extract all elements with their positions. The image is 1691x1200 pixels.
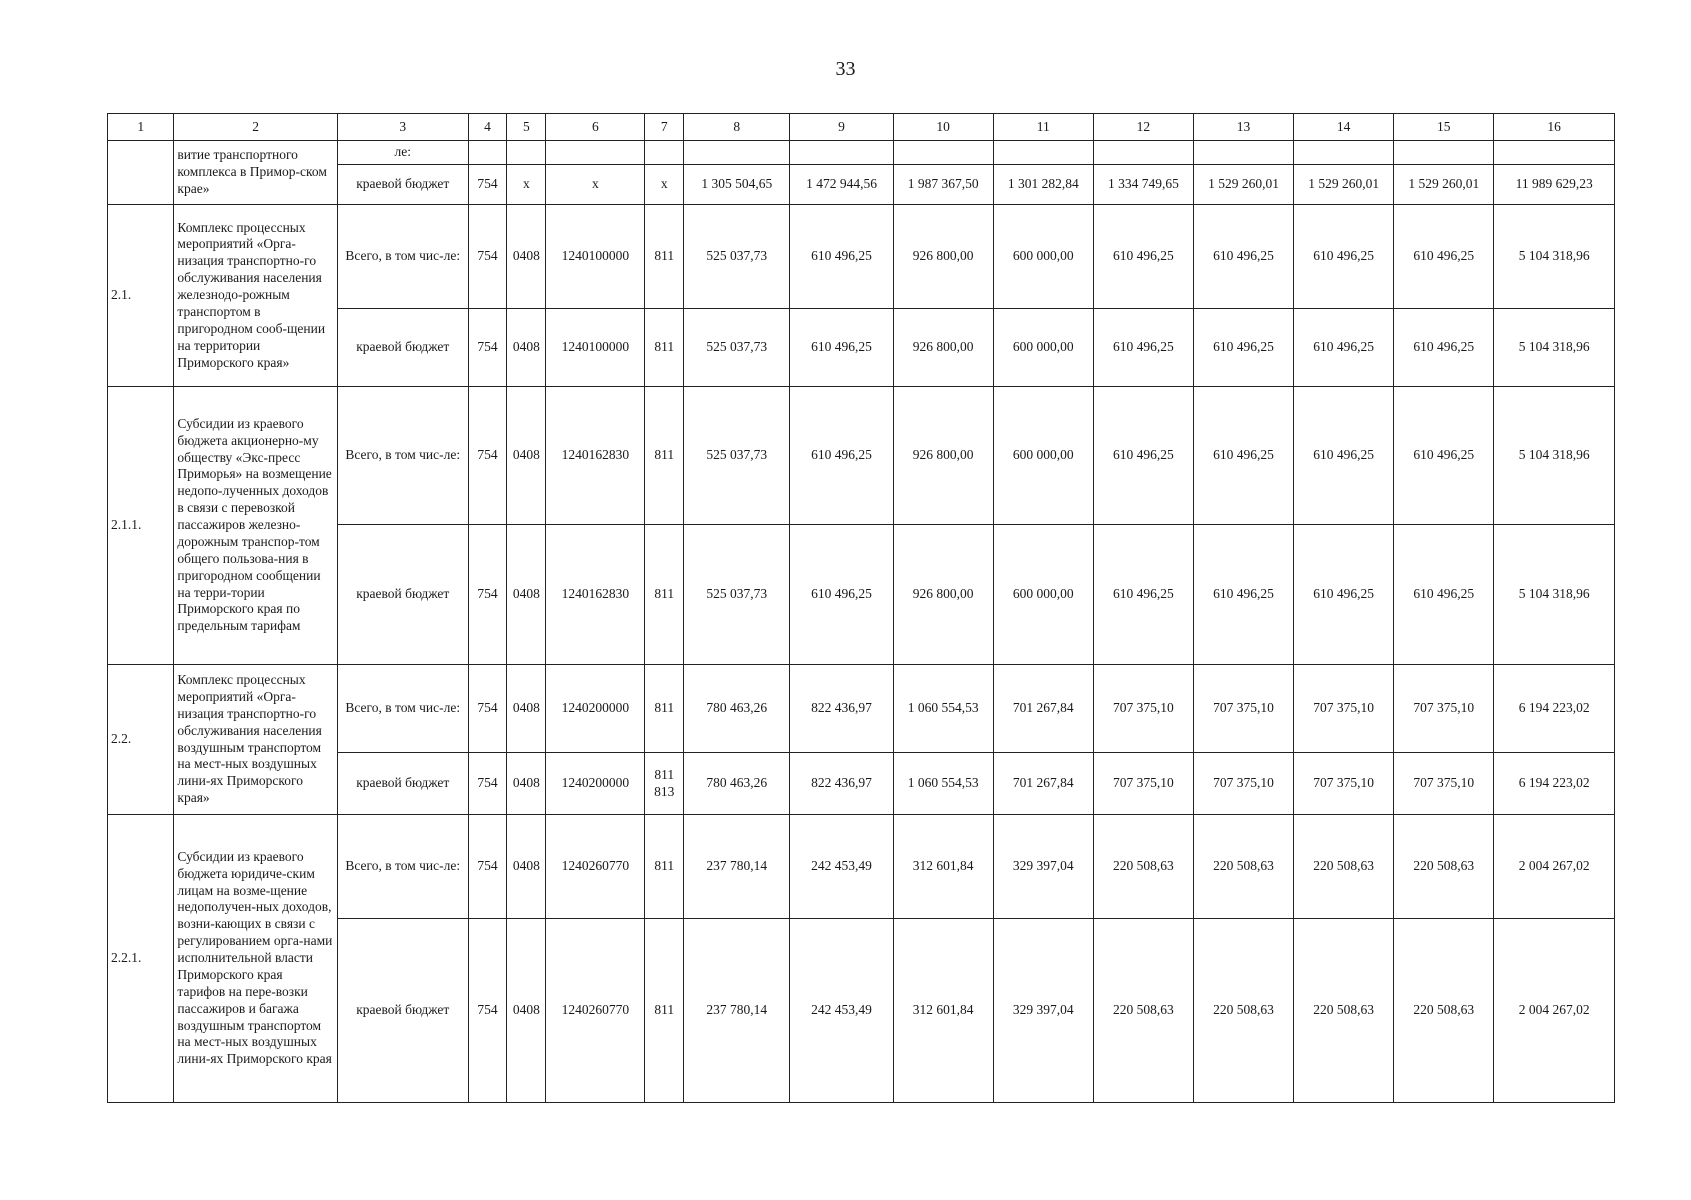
- row-number-cell: 2.1.: [108, 205, 174, 387]
- header-cell: 6: [546, 114, 645, 141]
- value-cell: 610 496,25: [1294, 387, 1394, 525]
- value-cell: 525 037,73: [684, 309, 790, 387]
- header-cell: 9: [790, 114, 893, 141]
- value-cell: 1 305 504,65: [684, 165, 790, 205]
- value-cell: 610 496,25: [1093, 205, 1193, 309]
- code-cell: 754: [468, 165, 507, 205]
- value-cell: 5 104 318,96: [1494, 309, 1615, 387]
- value-cell: 610 496,25: [1394, 205, 1494, 309]
- row-number-cell: 2.2.1.: [108, 815, 174, 1103]
- code-cell: 0408: [507, 815, 546, 919]
- row-number-cell: 2.1.1.: [108, 387, 174, 665]
- value-cell: 220 508,63: [1294, 919, 1394, 1103]
- value-cell: 610 496,25: [1193, 525, 1293, 665]
- code-cell: х: [546, 165, 645, 205]
- value-cell: 329 397,04: [993, 919, 1093, 1103]
- table-cell: [1394, 141, 1494, 165]
- code-cell: 0408: [507, 525, 546, 665]
- header-cell: 8: [684, 114, 790, 141]
- value-cell: 707 375,10: [1394, 665, 1494, 753]
- value-cell: 610 496,25: [1394, 387, 1494, 525]
- code-cell: 754: [468, 205, 507, 309]
- table-cell: [1193, 141, 1293, 165]
- value-cell: 220 508,63: [1394, 815, 1494, 919]
- value-cell: 220 508,63: [1193, 919, 1293, 1103]
- value-cell: 822 436,97: [790, 753, 893, 815]
- value-cell: 1 060 554,53: [893, 665, 993, 753]
- funding-source-cell: Всего, в том чис-ле:: [337, 205, 468, 309]
- value-cell: 600 000,00: [993, 205, 1093, 309]
- table-row: [108, 815, 1615, 919]
- code-cell: х: [507, 165, 546, 205]
- header-row: [108, 114, 1615, 141]
- value-cell: 707 375,10: [1093, 753, 1193, 815]
- code-cell: 1240260770: [546, 919, 645, 1103]
- code-cell: 754: [468, 919, 507, 1103]
- code-cell: 1240200000: [546, 665, 645, 753]
- code-cell: 0408: [507, 387, 546, 525]
- value-cell: 242 453,49: [790, 815, 893, 919]
- header-cell: 16: [1494, 114, 1615, 141]
- table-cell: [993, 141, 1093, 165]
- code-cell: 1240260770: [546, 815, 645, 919]
- row-name-cell: Комплекс процессных мероприятий «Орга-низация транспортно-го обслуживания населения воздушным транспортом на мест-ных воздушных лини-ях Приморского края»: [174, 665, 337, 815]
- value-cell: 220 508,63: [1394, 919, 1494, 1103]
- value-cell: 220 508,63: [1193, 815, 1293, 919]
- row-name-cell: Субсидии из краевого бюджета юридиче-ским лицам на возме-щение недополучен-ных доходов, возни-кающих в связи с регулированием орга-нами исполнительной власти Приморского края тарифов на пере-возки пассажиров и багажа воздушным транспортом на мест-ных воздушных лини-ях Приморского края: [174, 815, 337, 1103]
- value-cell: 2 004 267,02: [1494, 815, 1615, 919]
- header-cell: 13: [1193, 114, 1293, 141]
- code-cell: 0408: [507, 309, 546, 387]
- value-cell: 5 104 318,96: [1494, 387, 1615, 525]
- value-cell: 5 104 318,96: [1494, 525, 1615, 665]
- table-cell: [1093, 141, 1193, 165]
- row-name-cell: Субсидии из краевого бюджета акционерно-му обществу «Экс-пресс Приморья» на возмещение недопо-лученных доходов в связи с перевозкой пассажиров железно-дорожным транспор-том общего пользова-ния в пригородном сообщении на терри-тории Приморского края по предельным тарифам: [174, 387, 337, 665]
- funding-source-cell: краевой бюджет: [337, 919, 468, 1103]
- value-cell: 1 472 944,56: [790, 165, 893, 205]
- value-cell: 220 508,63: [1093, 815, 1193, 919]
- code-cell: 754: [468, 665, 507, 753]
- table-cell: [507, 141, 546, 165]
- value-cell: 600 000,00: [993, 387, 1093, 525]
- value-cell: 237 780,14: [684, 815, 790, 919]
- value-cell: 600 000,00: [993, 525, 1093, 665]
- funding-source-cell: Всего, в том чис-ле:: [337, 665, 468, 753]
- header-cell: 10: [893, 114, 993, 141]
- code-cell: х: [645, 165, 684, 205]
- header-cell: 5: [507, 114, 546, 141]
- value-cell: 11 989 629,23: [1494, 165, 1615, 205]
- code-cell: 811 813: [645, 753, 684, 815]
- header-cell: 12: [1093, 114, 1193, 141]
- code-cell: 811: [645, 815, 684, 919]
- value-cell: 5 104 318,96: [1494, 205, 1615, 309]
- code-cell: 754: [468, 387, 507, 525]
- header-cell: 1: [108, 114, 174, 141]
- value-cell: 329 397,04: [993, 815, 1093, 919]
- row-name-cell: Комплекс процессных мероприятий «Орга-низация транспортно-го обслуживания населения железнодо-рожным транспортом в пригородном сооб-щении на территории Приморского края»: [174, 205, 337, 387]
- row-name-cell: витие транспортного комплекса в Примор-ском крае»: [174, 141, 337, 205]
- value-cell: 312 601,84: [893, 919, 993, 1103]
- header-cell: 3: [337, 114, 468, 141]
- value-cell: 610 496,25: [1093, 387, 1193, 525]
- code-cell: 811: [645, 525, 684, 665]
- value-cell: 707 375,10: [1193, 753, 1293, 815]
- value-cell: 525 037,73: [684, 205, 790, 309]
- table-cell: [1494, 141, 1615, 165]
- funding-source-cell: краевой бюджет: [337, 165, 468, 205]
- code-cell: 811: [645, 205, 684, 309]
- value-cell: 701 267,84: [993, 665, 1093, 753]
- table-row: [108, 665, 1615, 753]
- table-row: [108, 141, 1615, 165]
- funding-source-cell: краевой бюджет: [337, 525, 468, 665]
- header-cell: 15: [1394, 114, 1494, 141]
- table-cell: [546, 141, 645, 165]
- code-cell: 0408: [507, 919, 546, 1103]
- value-cell: 707 375,10: [1093, 665, 1193, 753]
- value-cell: 525 037,73: [684, 525, 790, 665]
- value-cell: 707 375,10: [1294, 665, 1394, 753]
- code-cell: 754: [468, 815, 507, 919]
- code-cell: 1240162830: [546, 525, 645, 665]
- value-cell: 1 987 367,50: [893, 165, 993, 205]
- table-cell: [468, 141, 507, 165]
- value-cell: 926 800,00: [893, 205, 993, 309]
- funding-source-cell: Всего, в том чис-ле:: [337, 815, 468, 919]
- value-cell: 610 496,25: [1193, 205, 1293, 309]
- header-cell: 2: [174, 114, 337, 141]
- funding-source-cell: Всего, в том чис-ле:: [337, 387, 468, 525]
- value-cell: 242 453,49: [790, 919, 893, 1103]
- value-cell: 610 496,25: [1394, 525, 1494, 665]
- row-number-cell: 2.2.: [108, 665, 174, 815]
- code-cell: 811: [645, 665, 684, 753]
- value-cell: 1 529 260,01: [1294, 165, 1394, 205]
- code-cell: 1240200000: [546, 753, 645, 815]
- funding-source-cell: краевой бюджет: [337, 753, 468, 815]
- page-number: 33: [835, 58, 856, 80]
- value-cell: 610 496,25: [790, 205, 893, 309]
- budget-table: [107, 113, 1615, 1103]
- code-cell: 754: [468, 753, 507, 815]
- code-cell: 1240100000: [546, 205, 645, 309]
- code-cell: 811: [645, 309, 684, 387]
- value-cell: 610 496,25: [790, 309, 893, 387]
- value-cell: 1 529 260,01: [1193, 165, 1293, 205]
- value-cell: 822 436,97: [790, 665, 893, 753]
- value-cell: 610 496,25: [1294, 205, 1394, 309]
- header-cell: 4: [468, 114, 507, 141]
- value-cell: 707 375,10: [1193, 665, 1293, 753]
- table-row: [108, 205, 1615, 309]
- value-cell: 2 004 267,02: [1494, 919, 1615, 1103]
- value-cell: 1 529 260,01: [1394, 165, 1494, 205]
- header-cell: 7: [645, 114, 684, 141]
- code-cell: 811: [645, 387, 684, 525]
- value-cell: 707 375,10: [1394, 753, 1494, 815]
- value-cell: 610 496,25: [1093, 309, 1193, 387]
- value-cell: 610 496,25: [1193, 387, 1293, 525]
- code-cell: 0408: [507, 753, 546, 815]
- value-cell: 610 496,25: [790, 387, 893, 525]
- value-cell: 610 496,25: [1294, 525, 1394, 665]
- value-cell: 220 508,63: [1294, 815, 1394, 919]
- value-cell: 926 800,00: [893, 525, 993, 665]
- value-cell: 6 194 223,02: [1494, 665, 1615, 753]
- value-cell: 6 194 223,02: [1494, 753, 1615, 815]
- value-cell: 610 496,25: [1394, 309, 1494, 387]
- code-cell: 811: [645, 919, 684, 1103]
- value-cell: 1 334 749,65: [1093, 165, 1193, 205]
- value-cell: 610 496,25: [1193, 309, 1293, 387]
- row-number-cell: [108, 141, 174, 205]
- value-cell: 610 496,25: [790, 525, 893, 665]
- table-cell: [790, 141, 893, 165]
- header-cell: 11: [993, 114, 1093, 141]
- table-cell: [893, 141, 993, 165]
- value-cell: 220 508,63: [1093, 919, 1193, 1103]
- value-cell: 926 800,00: [893, 387, 993, 525]
- table-cell: [1294, 141, 1394, 165]
- code-cell: 0408: [507, 665, 546, 753]
- value-cell: 1 060 554,53: [893, 753, 993, 815]
- value-cell: 707 375,10: [1294, 753, 1394, 815]
- value-cell: 237 780,14: [684, 919, 790, 1103]
- code-cell: 0408: [507, 205, 546, 309]
- header-cell: 14: [1294, 114, 1394, 141]
- value-cell: 312 601,84: [893, 815, 993, 919]
- funding-source-cell: краевой бюджет: [337, 309, 468, 387]
- value-cell: 780 463,26: [684, 753, 790, 815]
- value-cell: 926 800,00: [893, 309, 993, 387]
- value-cell: 525 037,73: [684, 387, 790, 525]
- table-cell: [645, 141, 684, 165]
- value-cell: 610 496,25: [1294, 309, 1394, 387]
- value-cell: 600 000,00: [993, 309, 1093, 387]
- code-cell: 754: [468, 309, 507, 387]
- table-cell: [684, 141, 790, 165]
- value-cell: 780 463,26: [684, 665, 790, 753]
- code-cell: 1240162830: [546, 387, 645, 525]
- code-cell: 1240100000: [546, 309, 645, 387]
- table-row: [108, 387, 1615, 525]
- funding-source-cell: ле:: [337, 141, 468, 165]
- code-cell: 754: [468, 525, 507, 665]
- value-cell: 701 267,84: [993, 753, 1093, 815]
- table-body: [108, 114, 1615, 1103]
- value-cell: 1 301 282,84: [993, 165, 1093, 205]
- value-cell: 610 496,25: [1093, 525, 1193, 665]
